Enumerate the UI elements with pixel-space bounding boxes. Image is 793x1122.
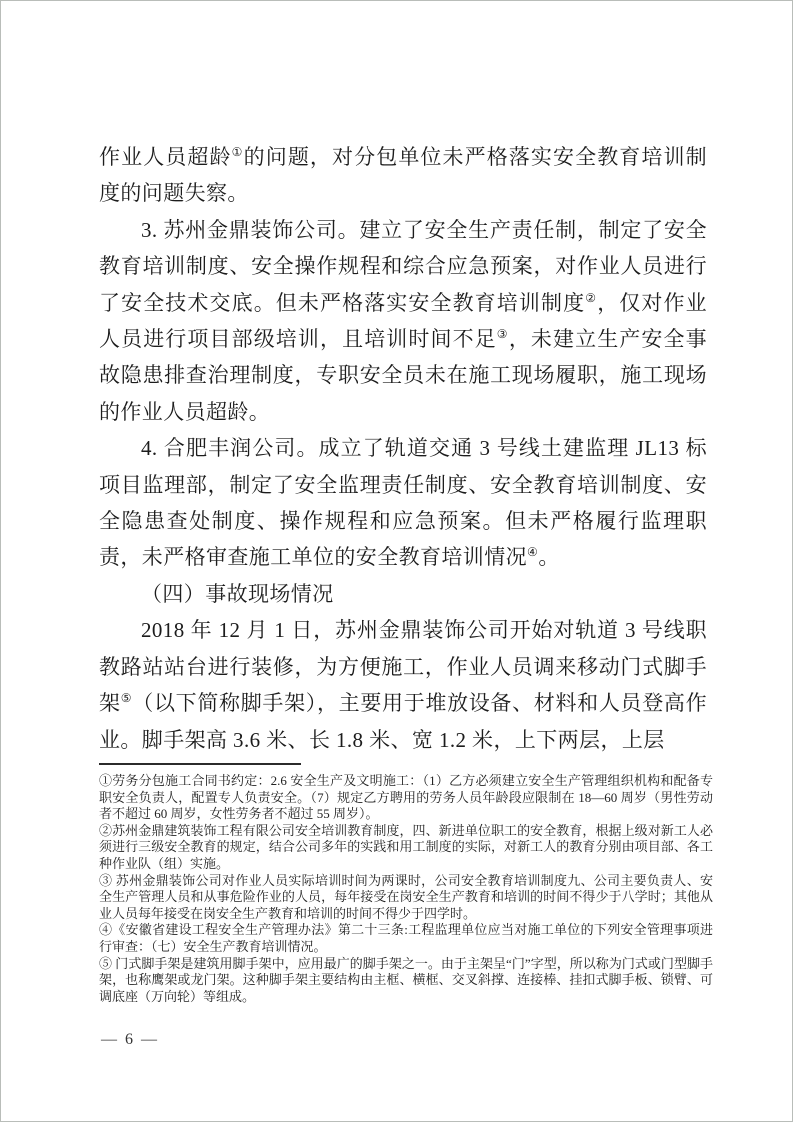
section-heading-scene: （四）事故现场情况 bbox=[141, 581, 334, 606]
paragraph-item-4-hefei: 4. 合肥丰润公司。成立了轨道交通 3 号线土建监理 JL13 标项目监理部，制定了安全监理责任制度、安全教育培训制度、安全隐患查处制度、操作规程和应急预案。但未严格履行监理职责，未严格审查施工单位的安全教育培训情况④。 bbox=[99, 436, 707, 570]
body-text-block bbox=[99, 139, 707, 758]
footnote-separator bbox=[99, 763, 301, 765]
page-number: — 6 — bbox=[101, 1031, 159, 1048]
footnote-1: ①劳务分包施工合同书约定：2.6 安全生产及文明施工：（1）乙方必须建立安全生产管理组织机构和配备专职安全负责人，配置专人负责安全。（7）规定乙方聘用的劳务人员年龄段应限制在 18—60 周岁（男性劳动者不超过 60 周岁，女性劳务者不超过 55 周岁）。 bbox=[99, 773, 713, 822]
paragraph-continuation: 作业人员超龄①的问题，对分包单位未严格落实安全教育培训制度的问题失察。 bbox=[99, 145, 708, 206]
footnote-2: ②苏州金鼎建筑装饰工程有限公司安全培训教育制度，四、新进单位职工的安全教育，根据上级对新工人必须进行三级安全教育的规定，结合公司多年的实践和用工制度的实际，对新工人的教育分别由项目部、各工种作业队（组）实施。 bbox=[99, 822, 713, 871]
paragraph-item-3-suzhou: 3. 苏州金鼎装饰公司。建立了安全生产责任制，制定了安全教育培训制度、安全操作规程和综合应急预案，对作业人员进行了安全技术交底。但未严格落实安全教育培训制度②，仅对作业人员进行项目部级培训，且培训时间不足③，未建立生产安全事故隐患排查治理制度，专职安全员未在施工现场履职，施工现场的作业人员超龄。 bbox=[99, 217, 708, 424]
footnote-3: ③ 苏州金鼎装饰公司对作业人员实际培训时间为两课时，公司安全教育培训制度九、公司主要负责人、安全生产管理人员和从事危险作业的人员，每年接受在岗安全生产教育和培训的时间不得少于八学时；其他从业人员每年接受在岗安全生产教育和培训的时间不得少于四学时。 bbox=[99, 872, 713, 921]
paragraph-scene-description: 2018 年 12 月 1 日，苏州金鼎装饰公司开始对轨道 3 号线职教路站站台进行装修，为方便施工，作业人员调来移动门式脚手架⑤（以下简称脚手架），主要用于堆放设备、材料和人员登高作业。脚手架高 3.6 米、长 1.8 米、宽 1.2 米，上下两层，上层 bbox=[99, 618, 707, 752]
footnote-5: ⑤ 门式脚手架是建筑用脚手架中，应用最广的脚手架之一。由于主架呈“门”字型，所以称为门式或门型脚手架，也称鹰架或龙门架。这种脚手架主要结构由主框、横框、交叉斜撑、连接棒、挂扣式脚手板、锁臂、可调底座（万向轮）等组成。 bbox=[99, 955, 713, 1004]
footnote-4: ④《安徽省建设工程安全生产管理办法》第二十三条:工程监理单位应当对施工单位的下列安全管理事项进行审查：（七）安全生产教育培训情况。 bbox=[99, 922, 713, 954]
footnotes-block bbox=[99, 773, 713, 1005]
